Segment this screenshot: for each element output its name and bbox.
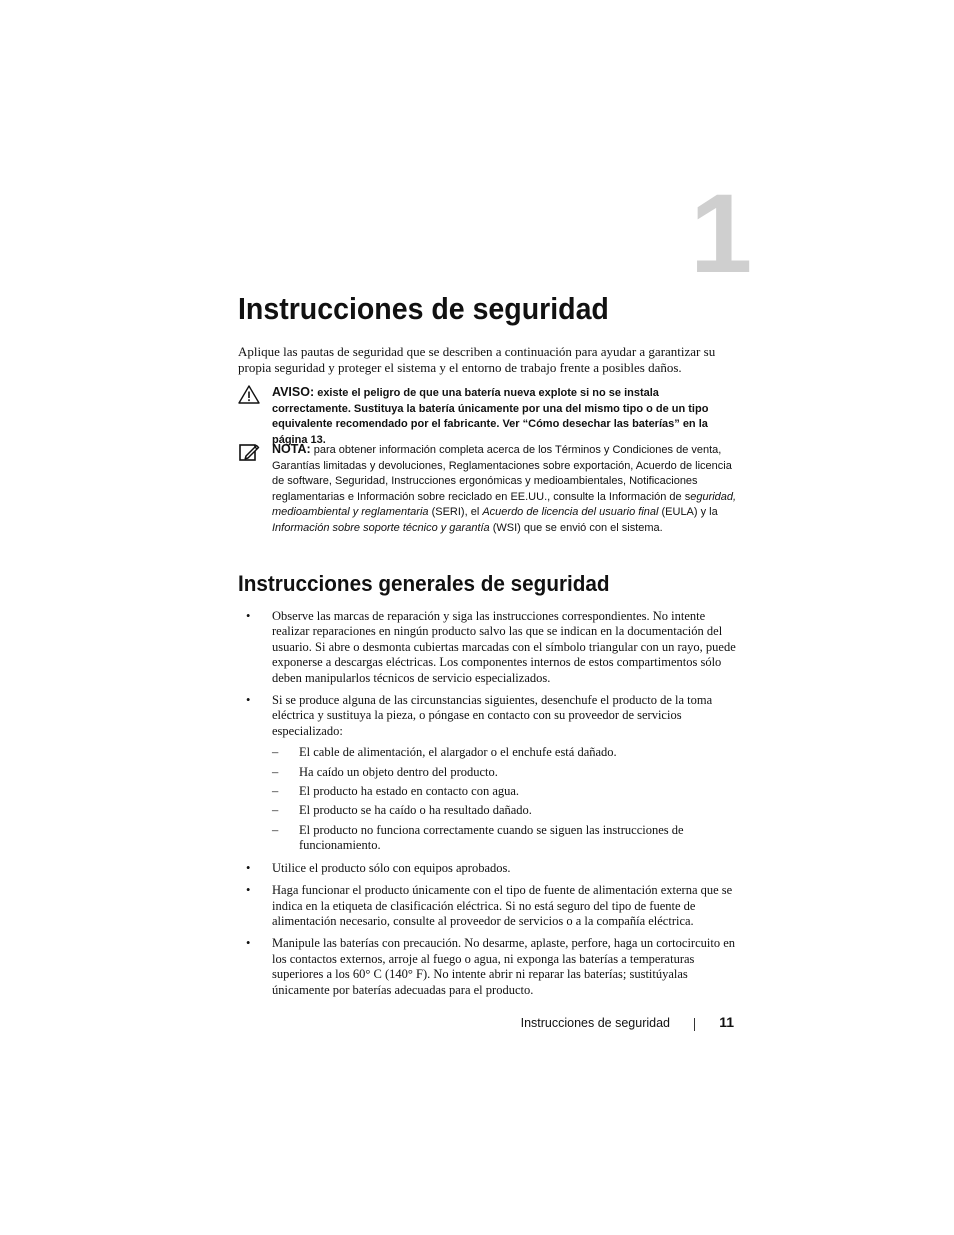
note-italic-2: Acuerdo de licencia del usuario final: [482, 506, 659, 519]
sub-list-item: – El producto ha estado en contacto con agua.: [272, 784, 738, 799]
sub-list: [272, 745, 738, 853]
note-label: NOTA:: [272, 442, 311, 456]
note-body-4: (WSI) que se envió con el sistema.: [489, 521, 663, 534]
note-notice: [238, 442, 738, 537]
chapter-title: Instrucciones de seguridad: [238, 291, 609, 326]
footer-title: Instrucciones de seguridad: [520, 1016, 670, 1030]
chapter-number: 1: [690, 171, 751, 296]
list-item: [238, 693, 738, 854]
sub-list-item: – Ha caído un objeto dentro del producto.: [272, 765, 738, 780]
list-item: [238, 609, 738, 686]
note-body-2: (SERI), el: [428, 506, 483, 519]
page-number: 11: [719, 1014, 734, 1030]
safety-list: [238, 609, 738, 1005]
warning-label: AVISO:: [272, 385, 315, 399]
sub-list-item: – El producto se ha caído o ha resultado dañado.: [272, 803, 738, 818]
list-item-text: Manipule las baterías con precaución. No desarme, aplaste, perfore, haga un cortocircuito en los contactos externos, arroje al fuego o agua, ni exponga las baterías a temperaturas superiores a los 60° C (140° F). No intente abrir ni reparar las baterías; sustitúyalas únicamente por baterías adecuadas para el producto.: [272, 936, 736, 997]
note-italic-1: eguridad, medioambiental y reglamentaria: [272, 490, 737, 519]
footer-separator: [694, 1018, 695, 1031]
warning-text: [272, 385, 738, 448]
note-body-1: para obtener información completa acerca de los Términos y Condiciones de venta, Garantías limitadas y devoluciones, Reglamentaciones sobre exportación, Acuerdo de licencia de software, Seguridad, Instrucciones ergonómicas y medioambientales, Notificaciones reglamentarias e Información sobre reciclado en EE.UU., consulte la Información de s: [272, 444, 732, 503]
list-item-text: Utilice el producto sólo con equipos aprobados.: [272, 860, 511, 875]
warning-body: existe el peligro de que una batería nueva explote si no se instala correctamente. Sustituya la batería únicamente por una del mismo tipo o de un tipo equivalente recomendado por el fabricante. Ver “Cómo desechar las baterías” en la página 13.: [272, 387, 709, 446]
pencil-note-icon: [238, 442, 260, 467]
list-item-text: Haga funcionar el producto únicamente con el tipo de fuente de alimentación externa que se indica en la etiqueta de clasificación eléctrica. Si no está seguro del tipo de fuente de alimentación necesario, consulte al proveedor de servicios o a la compañía eléctrica.: [272, 883, 733, 928]
note-text: [272, 442, 738, 537]
list-item: [238, 883, 738, 929]
sub-list-item: – El producto no funciona correctamente cuando se siguen las instrucciones de funcionamiento.: [272, 823, 738, 854]
intro-paragraph: Aplique las pautas de seguridad que se describen a continuación para ayudar a garantizar su propia seguridad y proteger el sistema y el entorno de trabajo frente a posibles daños.: [238, 344, 716, 375]
warning-triangle-icon: [238, 385, 260, 409]
section-heading: Instrucciones generales de seguridad: [238, 571, 610, 596]
list-item-text: Si se produce alguna de las circunstancias siguientes, desenchufe el producto de la toma eléctrica y sustituya la pieza, o póngase en contacto con su proveedor de servicios especializado:: [272, 693, 713, 738]
list-item: [238, 936, 738, 998]
note-body-3: (EULA) y la: [658, 506, 718, 519]
list-item-text: Observe las marcas de reparación y siga las instrucciones correspondientes. No intente realizar reparaciones en ningún producto salvo las que se indican en la documentación del usuario. Si abre o desmonta cubiertas marcadas con el símbolo triangular con un rayo, puede exponerse a descargas eléctricas. Los componentes internos de estos compartimentos sólo deben manipularlos técnicos de servicio especializados.: [272, 609, 736, 685]
note-italic-3: Información sobre soporte técnico y garantía: [272, 521, 490, 534]
page-footer: [480, 1014, 736, 1034]
list-item: [238, 861, 738, 876]
sub-list-item: – El cable de alimentación, el alargador o el enchufe está dañado.: [272, 745, 738, 760]
warning-notice: [238, 385, 738, 448]
